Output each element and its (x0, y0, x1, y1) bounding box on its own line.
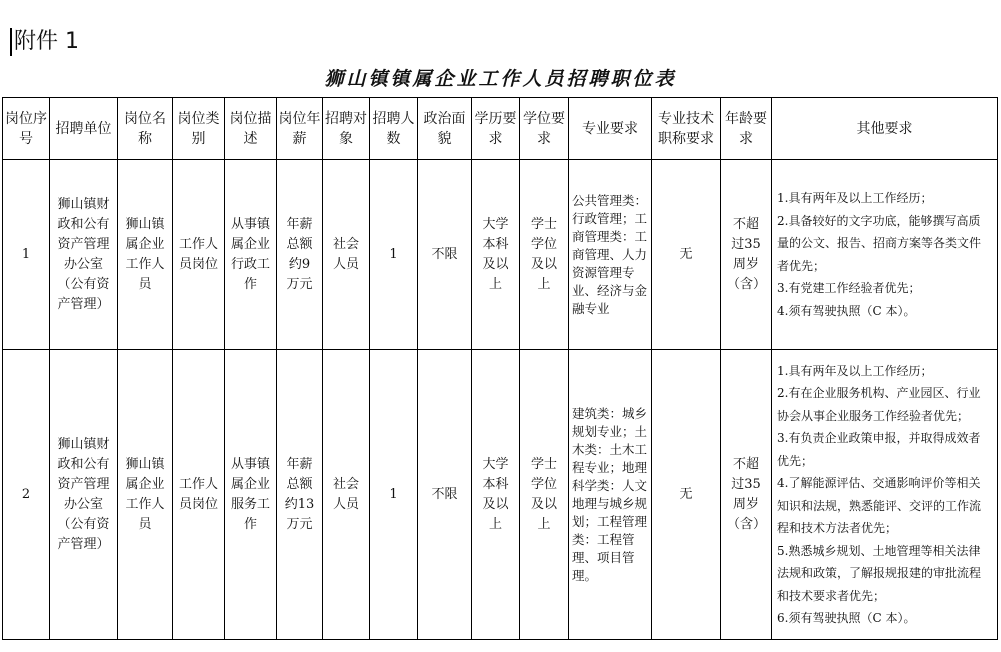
cell-age: 不超过35周岁（含） (721, 350, 772, 640)
cell-count: 1 (370, 160, 418, 350)
requirement-item: 2.具备较好的文字功底，能够撰写高质量的公文、报告、招商方案等各类文件者优先； (777, 213, 982, 273)
header-cell: 岗位年薪 (277, 98, 323, 160)
header-cell: 岗位序号 (3, 98, 50, 160)
header-cell: 年龄要求 (721, 98, 772, 160)
header-cell: 招聘对象 (323, 98, 370, 160)
cell-other (772, 350, 998, 640)
requirement-item: 3.有负责企业政策申报，并取得成效者优先； (777, 431, 981, 468)
cell-category: 工作人员岗位 (173, 350, 225, 640)
table-row (3, 350, 998, 640)
cell-age: 不超过35周岁（含） (721, 160, 772, 350)
cell-count: 1 (370, 350, 418, 640)
cell-description: 从事镇属企业服务工作 (225, 350, 277, 640)
header-cell: 专业技术职称要求 (652, 98, 721, 160)
header-cell: 岗位描述 (225, 98, 277, 160)
recruitment-table (2, 97, 998, 640)
header-cell: 政治面貌 (418, 98, 472, 160)
requirement-item: 6.须有驾驶执照（C 本）。 (777, 611, 916, 625)
header-cell: 招聘单位 (50, 98, 118, 160)
header-cell: 岗位类别 (173, 98, 225, 160)
requirement-item: 2.有在企业服务机构、产业园区、行业协会从事企业服务工作经验者优先； (777, 386, 981, 423)
requirement-item: 1.具有两年及以上工作经历； (777, 191, 933, 205)
cell-degree: 学士学位及以上 (520, 160, 569, 350)
cell-salary: 年薪总额约13万元 (277, 350, 323, 640)
header-cell: 学位要求 (520, 98, 569, 160)
cell-position: 狮山镇属企业工作人员 (118, 350, 173, 640)
header-cell: 其他要求 (772, 98, 998, 160)
cell-political: 不限 (418, 350, 472, 640)
cell-description: 从事镇属企业行政工作 (225, 160, 277, 350)
cell-major: 建筑类：城乡规划专业；土木类：土木工程专业；地理科学类：人文地理与城乡规划；工程管理类：工程管理、项目管理。 (569, 350, 652, 640)
cell-no: 2 (3, 350, 50, 640)
attachment-label: 附件 1 (10, 28, 79, 56)
table-header-row (3, 98, 998, 160)
cell-title-req: 无 (652, 160, 721, 350)
cell-no: 1 (3, 160, 50, 350)
header-cell: 学历要求 (472, 98, 520, 160)
cell-salary: 年薪总额约9万元 (277, 160, 323, 350)
cell-position: 狮山镇属企业工作人员 (118, 160, 173, 350)
cell-education: 大学本科及以上 (472, 160, 520, 350)
cell-degree: 学士学位及以上 (520, 350, 569, 640)
table-row (3, 160, 998, 350)
requirement-item: 1.具有两年及以上工作经历； (777, 363, 933, 378)
header-cell: 招聘人数 (370, 98, 418, 160)
header-cell: 岗位名称 (118, 98, 173, 160)
cell-target: 社会人员 (323, 160, 370, 350)
cell-other (772, 160, 998, 350)
cell-political: 不限 (418, 160, 472, 350)
requirement-item: 3.有党建工作经验者优先； (777, 281, 921, 295)
cell-major: 公共管理类：行政管理；工商管理类：工商管理、人力资源管理专业、经济与金融专业 (569, 160, 652, 350)
page-title: 狮山镇镇属企业工作人员招聘职位表 (324, 68, 677, 90)
cell-unit: 狮山镇财政和公有资产管理办公室（公有资产管理） (50, 160, 118, 350)
cell-category: 工作人员岗位 (173, 160, 225, 350)
requirement-item: 4.了解能源评估、交通影响评价等相关知识和法规，熟悉能评、交评的工作流程和技术方法者优先； (777, 476, 982, 535)
header-cell: 专业要求 (569, 98, 652, 160)
cell-unit: 狮山镇财政和公有资产管理办公室（公有资产管理） (50, 350, 118, 640)
cell-title-req: 无 (652, 350, 721, 640)
requirement-item: 4.须有驾驶执照（C 本）。 (777, 303, 916, 318)
cell-education: 大学本科及以上 (472, 350, 520, 640)
requirement-item: 5.熟悉城乡规划、土地管理等相关法律法规和政策，了解报规报建的审批流程和技术要求者优先； (777, 543, 982, 603)
cell-target: 社会人员 (323, 350, 370, 640)
